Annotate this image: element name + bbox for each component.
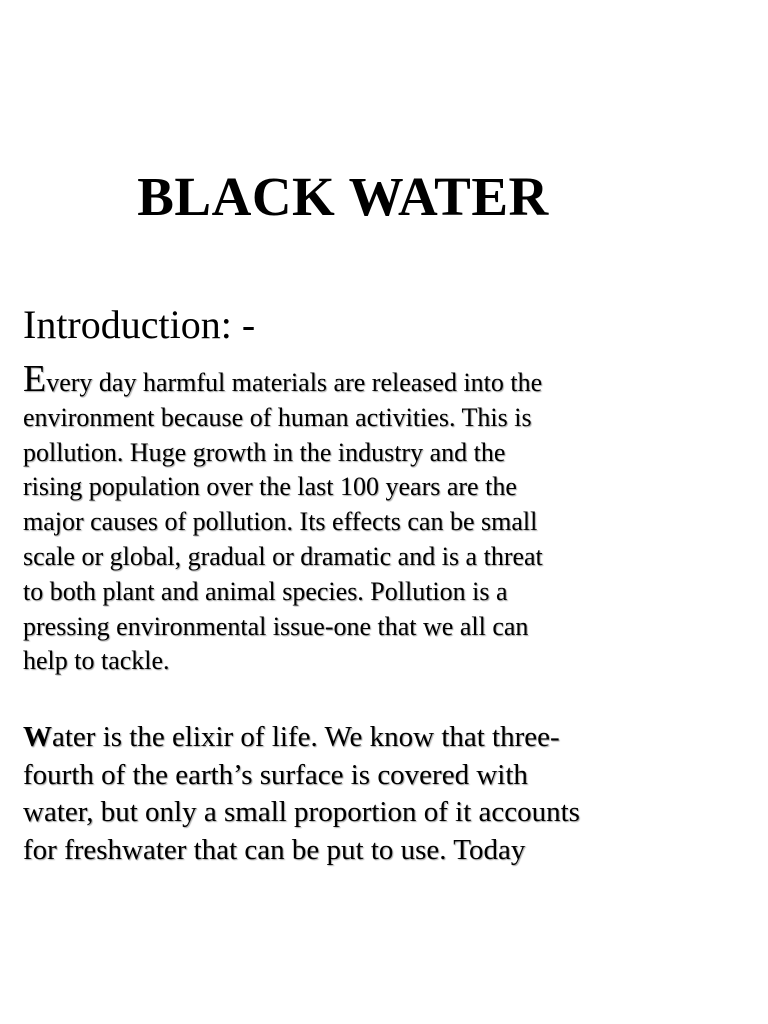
drop-cap: E	[23, 358, 47, 400]
paragraph-line: pressing environmental issue-one that we all can	[23, 611, 529, 641]
lead-letter: W	[23, 721, 52, 753]
paragraph-line: to both plant and animal species. Pollution is a	[23, 576, 508, 606]
paragraph-line: major causes of pollution. Its effects can be small	[23, 507, 538, 537]
paragraph-line: environment because of human activities. This is	[23, 402, 532, 432]
paragraph-line: help to tackle.	[23, 646, 170, 676]
paragraph-line	[23, 719, 663, 757]
paragraph-line-text: very day harmful materials are released into the	[46, 368, 543, 397]
paragraph-line: rising population over the last 100 years are the	[23, 472, 517, 502]
paragraph-line-text: ater is the elixir of life. We know that three-	[52, 721, 560, 753]
paragraph-line: scale or global, gradual or dramatic and is a threat	[23, 541, 543, 571]
paragraph-line: pollution. Huge growth in the industry and the	[23, 437, 506, 467]
section-heading: Introduction: -	[23, 302, 256, 347]
paragraph-line: fourth of the earth’s surface is covered with	[23, 758, 528, 791]
paragraph-water	[23, 719, 663, 869]
paragraph-line: for freshwater that can be put to use. Today	[23, 833, 526, 866]
paragraph-line	[23, 358, 663, 401]
paragraph-introduction	[23, 358, 663, 679]
document-title: BLACK WATER	[137, 166, 549, 227]
paragraph-line: water, but only a small proportion of it accounts	[23, 796, 580, 828]
